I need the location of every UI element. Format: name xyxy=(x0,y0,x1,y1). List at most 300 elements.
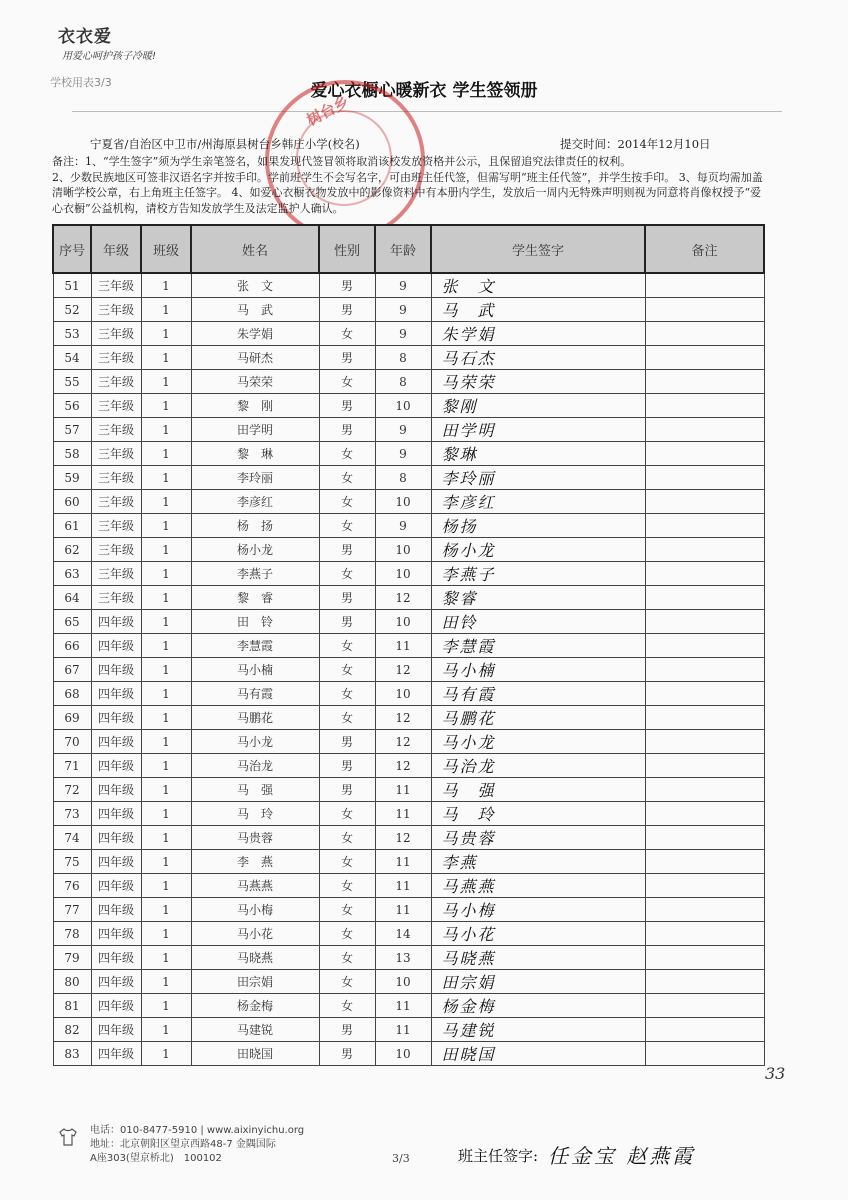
row-grade: 四年级 xyxy=(91,826,141,850)
row-student-name: 李彦红 xyxy=(191,490,319,514)
row-remark xyxy=(645,970,764,994)
row-grade: 四年级 xyxy=(91,946,141,970)
row-age: 8 xyxy=(375,346,431,370)
row-age: 11 xyxy=(375,634,431,658)
table-row xyxy=(53,898,764,922)
form-number: 学校用表3/3 xyxy=(50,76,112,89)
table-row xyxy=(53,490,764,514)
footer-contact xyxy=(90,1124,304,1166)
school-seal-text: 树台乡 xyxy=(303,92,352,130)
row-grade: 三年级 xyxy=(91,586,141,610)
table-body xyxy=(53,273,764,1066)
row-age: 9 xyxy=(375,418,431,442)
table-row xyxy=(53,538,764,562)
table-row xyxy=(53,394,764,418)
row-number: 72 xyxy=(53,778,91,802)
row-student-name: 马 武 xyxy=(191,298,319,322)
row-age: 9 xyxy=(375,298,431,322)
row-grade: 三年级 xyxy=(91,298,141,322)
row-signature: 马 武 xyxy=(431,298,645,322)
row-class: 1 xyxy=(141,706,191,730)
row-grade: 四年级 xyxy=(91,874,141,898)
row-class: 1 xyxy=(141,1042,191,1066)
row-signature: 朱学娟 xyxy=(431,322,645,346)
row-student-name: 朱学娟 xyxy=(191,322,319,346)
row-remark xyxy=(645,634,764,658)
row-number: 77 xyxy=(53,898,91,922)
row-class: 1 xyxy=(141,466,191,490)
row-class: 1 xyxy=(141,946,191,970)
row-number: 83 xyxy=(53,1042,91,1066)
row-student-name: 田宗娟 xyxy=(191,970,319,994)
row-student-name: 黎 刚 xyxy=(191,394,319,418)
row-remark xyxy=(645,994,764,1018)
row-grade: 三年级 xyxy=(91,514,141,538)
row-signature: 马小龙 xyxy=(431,730,645,754)
row-gender: 女 xyxy=(319,658,375,682)
row-signature: 黎睿 xyxy=(431,586,645,610)
row-signature: 马小楠 xyxy=(431,658,645,682)
row-age: 9 xyxy=(375,514,431,538)
row-number: 75 xyxy=(53,850,91,874)
school-name: 宁夏省/自治区中卫市/州海原县树台乡韩庄小学(校名) xyxy=(90,137,360,151)
row-gender: 女 xyxy=(319,466,375,490)
row-gender: 女 xyxy=(319,634,375,658)
row-signature: 李燕 xyxy=(431,850,645,874)
row-gender: 男 xyxy=(319,610,375,634)
row-age: 11 xyxy=(375,898,431,922)
row-remark xyxy=(645,706,764,730)
row-remark xyxy=(645,562,764,586)
table-row xyxy=(53,754,764,778)
row-age: 9 xyxy=(375,273,431,298)
row-gender: 女 xyxy=(319,562,375,586)
table-row xyxy=(53,418,764,442)
row-class: 1 xyxy=(141,298,191,322)
row-signature: 马 玲 xyxy=(431,802,645,826)
table-row xyxy=(53,874,764,898)
row-gender: 女 xyxy=(319,682,375,706)
row-age: 11 xyxy=(375,778,431,802)
row-signature: 马小梅 xyxy=(431,898,645,922)
row-remark xyxy=(645,298,764,322)
row-grade: 四年级 xyxy=(91,706,141,730)
brand-logo: 衣衣爱 xyxy=(58,27,112,47)
row-gender: 男 xyxy=(319,586,375,610)
note-line-1: 备注：1、“学生签字”须为学生亲笔签名，如果发现代签冒领将取消该校发放资格并公示，且保留追究法律责任的权利。 xyxy=(52,155,632,168)
row-grade: 四年级 xyxy=(91,754,141,778)
row-grade: 三年级 xyxy=(91,442,141,466)
row-student-name: 李燕子 xyxy=(191,562,319,586)
row-class: 1 xyxy=(141,634,191,658)
table-row xyxy=(53,682,764,706)
teacher-signature: 任金宝 赵燕霞 xyxy=(548,1144,696,1168)
row-age: 12 xyxy=(375,730,431,754)
table-row xyxy=(53,706,764,730)
row-signature: 杨金梅 xyxy=(431,994,645,1018)
row-number: 81 xyxy=(53,994,91,1018)
row-number: 56 xyxy=(53,394,91,418)
row-class: 1 xyxy=(141,922,191,946)
table-row xyxy=(53,298,764,322)
row-class: 1 xyxy=(141,658,191,682)
table-row xyxy=(53,514,764,538)
title-divider xyxy=(72,111,782,112)
note-line-2: 2、少数民族地区可签非汉语名字并按手印。学前班学生不会写名字，可由班主任代签，但需写明“班主任代签”，并学生按手印。 3、每页均需加盖清晰学校公章，右上角班主任签字。 4、如爱心衣橱衣物发放中的影像资料中有本册内学生，发放后一周内无特殊声明则视为同意将肖像权授予“爱心衣橱”公益机构，请校方告知发放学生及法定监护人确认。 xyxy=(52,170,763,215)
row-class: 1 xyxy=(141,1018,191,1042)
row-gender: 女 xyxy=(319,706,375,730)
row-student-name: 杨小龙 xyxy=(191,538,319,562)
table-row xyxy=(53,922,764,946)
row-signature: 黎琳 xyxy=(431,442,645,466)
row-signature: 黎刚 xyxy=(431,394,645,418)
row-number: 68 xyxy=(53,682,91,706)
row-number: 55 xyxy=(53,370,91,394)
row-remark xyxy=(645,898,764,922)
row-remark xyxy=(645,273,764,298)
row-age: 11 xyxy=(375,850,431,874)
row-class: 1 xyxy=(141,970,191,994)
row-grade: 四年级 xyxy=(91,778,141,802)
row-signature: 田铃 xyxy=(431,610,645,634)
table-row xyxy=(53,1018,764,1042)
row-gender: 女 xyxy=(319,922,375,946)
row-grade: 三年级 xyxy=(91,370,141,394)
row-remark xyxy=(645,442,764,466)
row-student-name: 马荣荣 xyxy=(191,370,319,394)
row-grade: 四年级 xyxy=(91,730,141,754)
row-class: 1 xyxy=(141,346,191,370)
row-class: 1 xyxy=(141,273,191,298)
row-number: 52 xyxy=(53,298,91,322)
row-student-name: 李玲丽 xyxy=(191,466,319,490)
table-row xyxy=(53,946,764,970)
row-student-name: 马有霞 xyxy=(191,682,319,706)
row-remark xyxy=(645,1018,764,1042)
row-class: 1 xyxy=(141,730,191,754)
row-number: 80 xyxy=(53,970,91,994)
row-age: 10 xyxy=(375,538,431,562)
row-student-name: 张 文 xyxy=(191,273,319,298)
row-signature: 李燕子 xyxy=(431,562,645,586)
row-student-name: 马治龙 xyxy=(191,754,319,778)
row-class: 1 xyxy=(141,514,191,538)
row-class: 1 xyxy=(141,850,191,874)
row-number: 71 xyxy=(53,754,91,778)
row-class: 1 xyxy=(141,562,191,586)
row-remark xyxy=(645,802,764,826)
row-signature: 李彦红 xyxy=(431,490,645,514)
row-grade: 三年级 xyxy=(91,538,141,562)
row-remark xyxy=(645,610,764,634)
row-signature: 马小花 xyxy=(431,922,645,946)
footer-address: 地址：北京朝阳区望京西路48-7 金隅国际 xyxy=(90,1139,276,1150)
row-grade: 三年级 xyxy=(91,273,141,298)
row-number: 73 xyxy=(53,802,91,826)
row-age: 14 xyxy=(375,922,431,946)
row-signature: 李玲丽 xyxy=(431,466,645,490)
row-age: 9 xyxy=(375,442,431,466)
row-student-name: 杨金梅 xyxy=(191,994,319,1018)
row-student-name: 马建锐 xyxy=(191,1018,319,1042)
row-remark xyxy=(645,946,764,970)
row-number: 57 xyxy=(53,418,91,442)
row-student-name: 田 铃 xyxy=(191,610,319,634)
row-gender: 男 xyxy=(319,418,375,442)
row-grade: 三年级 xyxy=(91,562,141,586)
row-number: 67 xyxy=(53,658,91,682)
row-age: 12 xyxy=(375,658,431,682)
row-gender: 女 xyxy=(319,898,375,922)
row-signature: 马贵蓉 xyxy=(431,826,645,850)
row-gender: 女 xyxy=(319,514,375,538)
row-remark xyxy=(645,730,764,754)
row-number: 64 xyxy=(53,586,91,610)
row-class: 1 xyxy=(141,370,191,394)
teacher-signature-label: 班主任签字: xyxy=(458,1147,539,1165)
row-number: 69 xyxy=(53,706,91,730)
row-student-name: 李 燕 xyxy=(191,850,319,874)
row-student-name: 马 强 xyxy=(191,778,319,802)
row-class: 1 xyxy=(141,418,191,442)
table-row xyxy=(53,346,764,370)
row-age: 11 xyxy=(375,802,431,826)
row-signature: 马治龙 xyxy=(431,754,645,778)
row-student-name: 马鹏花 xyxy=(191,706,319,730)
row-gender: 女 xyxy=(319,826,375,850)
row-age: 10 xyxy=(375,970,431,994)
row-student-name: 马燕燕 xyxy=(191,874,319,898)
row-number: 51 xyxy=(53,273,91,298)
table-row xyxy=(53,1042,764,1066)
table-row xyxy=(53,586,764,610)
row-remark xyxy=(645,682,764,706)
row-signature: 张 文 xyxy=(431,273,645,298)
table-row xyxy=(53,994,764,1018)
table-row xyxy=(53,466,764,490)
row-age: 11 xyxy=(375,874,431,898)
footer-address-2: A座303(望京桥北) 100102 xyxy=(90,1153,222,1164)
row-student-name: 田晓国 xyxy=(191,1042,319,1066)
row-grade: 四年级 xyxy=(91,682,141,706)
row-number: 70 xyxy=(53,730,91,754)
table-row xyxy=(53,970,764,994)
col-header-signature: 学生签字 xyxy=(431,225,645,273)
row-grade: 四年级 xyxy=(91,922,141,946)
row-remark xyxy=(645,658,764,682)
row-gender: 男 xyxy=(319,1018,375,1042)
row-number: 63 xyxy=(53,562,91,586)
table-row xyxy=(53,442,764,466)
row-age: 12 xyxy=(375,586,431,610)
row-class: 1 xyxy=(141,322,191,346)
row-signature: 田学明 xyxy=(431,418,645,442)
row-grade: 三年级 xyxy=(91,418,141,442)
table-header-row xyxy=(53,225,764,273)
page-title: 爱心衣橱心暖新衣 学生签领册 xyxy=(310,81,538,101)
row-class: 1 xyxy=(141,610,191,634)
row-number: 62 xyxy=(53,538,91,562)
row-remark xyxy=(645,514,764,538)
row-signature: 马石杰 xyxy=(431,346,645,370)
row-age: 11 xyxy=(375,1018,431,1042)
row-class: 1 xyxy=(141,826,191,850)
row-age: 10 xyxy=(375,682,431,706)
table-row xyxy=(53,802,764,826)
table-row xyxy=(53,826,764,850)
row-signature: 马荣荣 xyxy=(431,370,645,394)
row-remark xyxy=(645,922,764,946)
row-number: 59 xyxy=(53,466,91,490)
row-remark xyxy=(645,466,764,490)
row-class: 1 xyxy=(141,586,191,610)
row-gender: 女 xyxy=(319,946,375,970)
row-grade: 四年级 xyxy=(91,610,141,634)
row-gender: 男 xyxy=(319,1042,375,1066)
row-grade: 三年级 xyxy=(91,322,141,346)
row-signature: 田晓国 xyxy=(431,1042,645,1066)
row-age: 13 xyxy=(375,946,431,970)
row-signature: 马燕燕 xyxy=(431,874,645,898)
row-grade: 三年级 xyxy=(91,394,141,418)
row-student-name: 马晓燕 xyxy=(191,946,319,970)
row-remark xyxy=(645,346,764,370)
row-class: 1 xyxy=(141,490,191,514)
row-number: 53 xyxy=(53,322,91,346)
row-number: 78 xyxy=(53,922,91,946)
row-class: 1 xyxy=(141,394,191,418)
table-row xyxy=(53,370,764,394)
row-signature: 李慧霞 xyxy=(431,634,645,658)
row-student-name: 马研杰 xyxy=(191,346,319,370)
row-gender: 男 xyxy=(319,754,375,778)
row-number: 61 xyxy=(53,514,91,538)
row-age: 12 xyxy=(375,706,431,730)
row-number: 79 xyxy=(53,946,91,970)
row-number: 74 xyxy=(53,826,91,850)
col-header-grade: 年级 xyxy=(91,225,141,273)
row-grade: 四年级 xyxy=(91,658,141,682)
submit-time: 提交时间：2014年12月10日 xyxy=(560,137,711,151)
table-row xyxy=(53,322,764,346)
row-age: 10 xyxy=(375,394,431,418)
table-row xyxy=(53,610,764,634)
table-row xyxy=(53,658,764,682)
row-signature: 马晓燕 xyxy=(431,946,645,970)
row-age: 10 xyxy=(375,490,431,514)
row-student-name: 马 玲 xyxy=(191,802,319,826)
table-row xyxy=(53,778,764,802)
row-student-name: 马小梅 xyxy=(191,898,319,922)
table-row xyxy=(53,634,764,658)
row-student-name: 马贵蓉 xyxy=(191,826,319,850)
col-header-class: 班级 xyxy=(141,225,191,273)
row-grade: 四年级 xyxy=(91,994,141,1018)
row-remark xyxy=(645,778,764,802)
row-remark xyxy=(645,418,764,442)
row-grade: 三年级 xyxy=(91,466,141,490)
row-gender: 女 xyxy=(319,442,375,466)
row-class: 1 xyxy=(141,802,191,826)
row-remark xyxy=(645,754,764,778)
col-header-no: 序号 xyxy=(53,225,91,273)
row-remark xyxy=(645,826,764,850)
row-gender: 男 xyxy=(319,538,375,562)
table-row xyxy=(53,850,764,874)
row-gender: 男 xyxy=(319,730,375,754)
row-remark xyxy=(645,1042,764,1066)
row-remark xyxy=(645,874,764,898)
row-number: 60 xyxy=(53,490,91,514)
row-grade: 四年级 xyxy=(91,634,141,658)
row-grade: 三年级 xyxy=(91,346,141,370)
row-grade: 三年级 xyxy=(91,490,141,514)
row-student-name: 李慧霞 xyxy=(191,634,319,658)
handwritten-count: 33 xyxy=(765,1064,786,1083)
row-number: 58 xyxy=(53,442,91,466)
row-signature: 马鹏花 xyxy=(431,706,645,730)
row-remark xyxy=(645,538,764,562)
page-number: 3/3 xyxy=(392,1152,410,1165)
row-gender: 男 xyxy=(319,273,375,298)
row-age: 12 xyxy=(375,826,431,850)
row-class: 1 xyxy=(141,994,191,1018)
row-age: 10 xyxy=(375,562,431,586)
row-class: 1 xyxy=(141,778,191,802)
row-age: 10 xyxy=(375,1042,431,1066)
sign-sheet-table xyxy=(52,224,765,1066)
row-remark xyxy=(645,370,764,394)
table-row xyxy=(53,562,764,586)
row-remark xyxy=(645,586,764,610)
col-header-gender: 性别 xyxy=(319,225,375,273)
row-gender: 女 xyxy=(319,802,375,826)
row-class: 1 xyxy=(141,898,191,922)
row-class: 1 xyxy=(141,754,191,778)
row-number: 76 xyxy=(53,874,91,898)
table-row xyxy=(53,273,764,298)
row-gender: 女 xyxy=(319,994,375,1018)
row-signature: 马建锐 xyxy=(431,1018,645,1042)
row-signature: 杨小龙 xyxy=(431,538,645,562)
row-signature: 马有霞 xyxy=(431,682,645,706)
row-student-name: 马小楠 xyxy=(191,658,319,682)
row-gender: 男 xyxy=(319,298,375,322)
footer-phone: 电话：010-8477-5910 | www.aixinyichu.org xyxy=(90,1125,305,1136)
row-age: 11 xyxy=(375,994,431,1018)
col-header-remark: 备注 xyxy=(645,225,764,273)
row-gender: 男 xyxy=(319,346,375,370)
row-class: 1 xyxy=(141,874,191,898)
clothes-icon xyxy=(58,1128,78,1146)
row-gender: 女 xyxy=(319,850,375,874)
row-age: 10 xyxy=(375,610,431,634)
row-number: 82 xyxy=(53,1018,91,1042)
row-student-name: 马小龙 xyxy=(191,730,319,754)
row-signature: 田宗娟 xyxy=(431,970,645,994)
row-class: 1 xyxy=(141,442,191,466)
row-grade: 四年级 xyxy=(91,850,141,874)
notes-block xyxy=(52,154,772,216)
row-gender: 女 xyxy=(319,490,375,514)
row-grade: 四年级 xyxy=(91,802,141,826)
row-gender: 男 xyxy=(319,394,375,418)
row-remark xyxy=(645,394,764,418)
row-student-name: 杨 扬 xyxy=(191,514,319,538)
row-grade: 四年级 xyxy=(91,898,141,922)
row-age: 12 xyxy=(375,754,431,778)
row-student-name: 黎 琳 xyxy=(191,442,319,466)
